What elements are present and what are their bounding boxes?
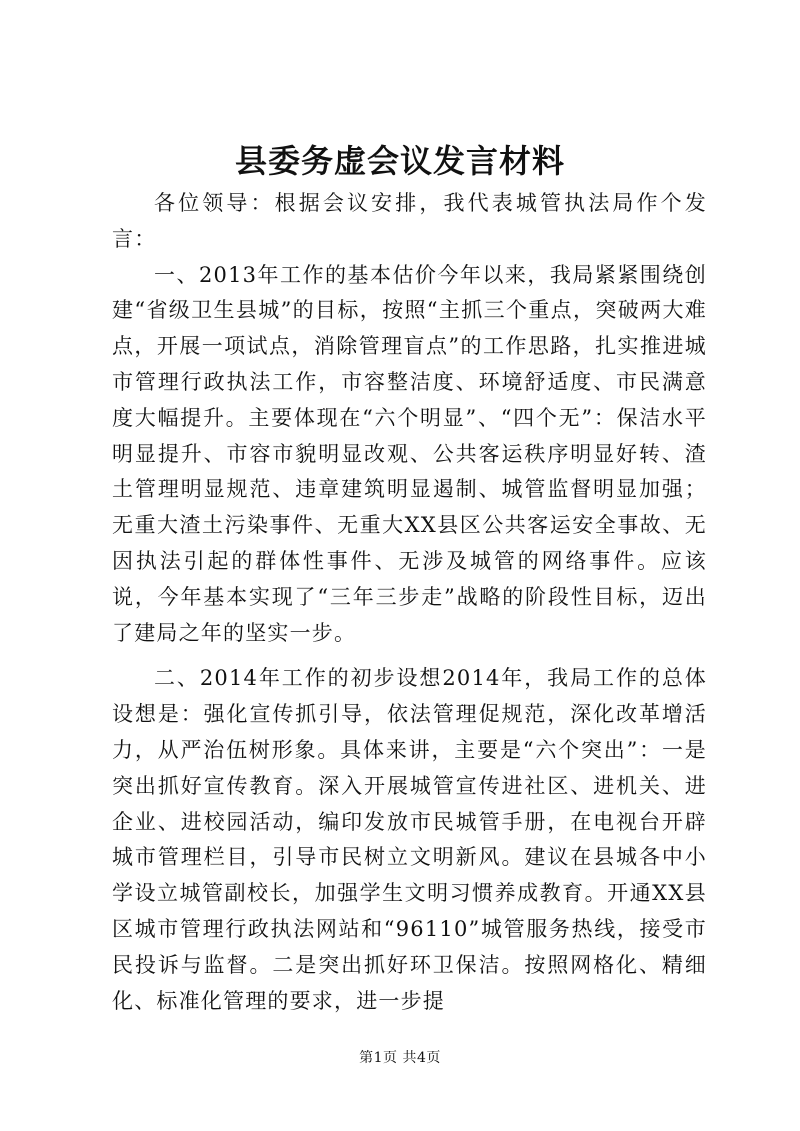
document-title: 县委务虚会议发言材料 <box>234 142 565 180</box>
paragraph-2014-plan: 二、2014年工作的初步设想2014年，我局工作的总体设想是：强化宣传抓引导，依法管理促规范，深化改革增活力，从严治伍树形象。具体来讲，主要是“六个突出”：一是突出抓好宣传教育。深入开展城管宣传进社区、进机关、进企业、进校园活动，编印发放市民城管手册，在电视台开辟城市管理栏目，引导市民树立文明新风。建议在县城各中小学设立城管副校长，加强学生文明习惯养成教育。开通XX县区城市管理行政执法网站和“96110”城管服务热线，接受市民投诉与监督。二是突出抓好环卫保洁。按照网格化、精细化、标准化管理的要求，进一步提 <box>112 666 707 1013</box>
document-body <box>112 186 707 1019</box>
paragraph-2013-review: 一、2013年工作的基本估价今年以来，我局紧紧围绕创建“省级卫生县城”的目标，按照“主抓三个重点，突破两大难点，开展一项试点，消除管理盲点”的工作思路，扎实推进城市管理行政执法工作，市容整洁度、环境舒适度、市民满意度大幅提升。主要体现在“六个明显”、“四个无”：保洁水平明显提升、市容市貌明显改观、公共客运秩序明显好转、渣土管理明显规范、违章建筑明显遏制、城管监督明显加强；无重大渣土污染事件、无重大XX县区公共客运安全事故、无因执法引起的群体性事件、无涉及城管的网络事件。应该说，今年基本实现了“三年三步走”战略的阶段性目标，迈出了建局之年的坚实一步。 <box>112 262 707 645</box>
paragraph-greeting: 各位领导：根据会议安排，我代表城管执法局作个发言： <box>112 191 707 251</box>
page-number-footer: 第1页 共4页 <box>359 1050 441 1066</box>
